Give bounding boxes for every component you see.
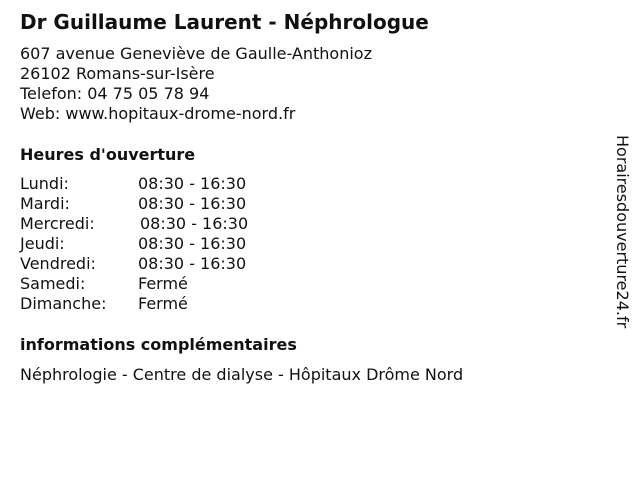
hours-time: 08:30 - 16:30 bbox=[138, 254, 247, 273]
hours-day: Vendredi: bbox=[20, 254, 96, 273]
hours-time: Fermé bbox=[138, 294, 188, 313]
hours-row-thursday bbox=[20, 234, 420, 254]
address-block bbox=[20, 44, 372, 124]
street-address: 607 avenue Geneviève de Gaulle-Anthonioz bbox=[20, 44, 372, 63]
hours-day: Mardi: bbox=[20, 194, 70, 213]
hours-row-wednesday bbox=[20, 214, 420, 234]
hours-row-friday bbox=[20, 254, 420, 274]
hours-row-sunday bbox=[20, 294, 420, 314]
hours-heading: Heures d'ouverture bbox=[20, 145, 196, 164]
city-address: 26102 Romans-sur-Isère bbox=[20, 64, 215, 83]
hours-row-saturday bbox=[20, 274, 420, 294]
site-watermark: Horairesdouverture24.fr bbox=[613, 135, 632, 329]
hours-day: Lundi: bbox=[20, 174, 69, 193]
hours-time: 08:30 - 16:30 bbox=[138, 194, 247, 213]
hours-table bbox=[20, 174, 420, 314]
info-heading: informations complémentaires bbox=[20, 335, 297, 354]
page-title: Dr Guillaume Laurent - Néphrologue bbox=[20, 10, 429, 34]
hours-row-tuesday bbox=[20, 194, 420, 214]
info-text: Néphrologie - Centre de dialyse - Hôpitaux Drôme Nord bbox=[20, 365, 464, 384]
website: Web: www.hopitaux-drome-nord.fr bbox=[20, 104, 296, 123]
hours-time: Fermé bbox=[138, 274, 188, 293]
hours-row-monday bbox=[20, 174, 420, 194]
hours-day: Mercredi: bbox=[20, 214, 95, 233]
phone-number: Telefon: 04 75 05 78 94 bbox=[20, 84, 210, 103]
hours-day: Jeudi: bbox=[20, 234, 65, 253]
hours-time: 08:30 - 16:30 bbox=[138, 234, 247, 253]
hours-time: 08:30 - 16:30 bbox=[140, 214, 249, 233]
hours-time: 08:30 - 16:30 bbox=[138, 174, 247, 193]
hours-day: Dimanche: bbox=[20, 294, 107, 313]
hours-day: Samedi: bbox=[20, 274, 86, 293]
